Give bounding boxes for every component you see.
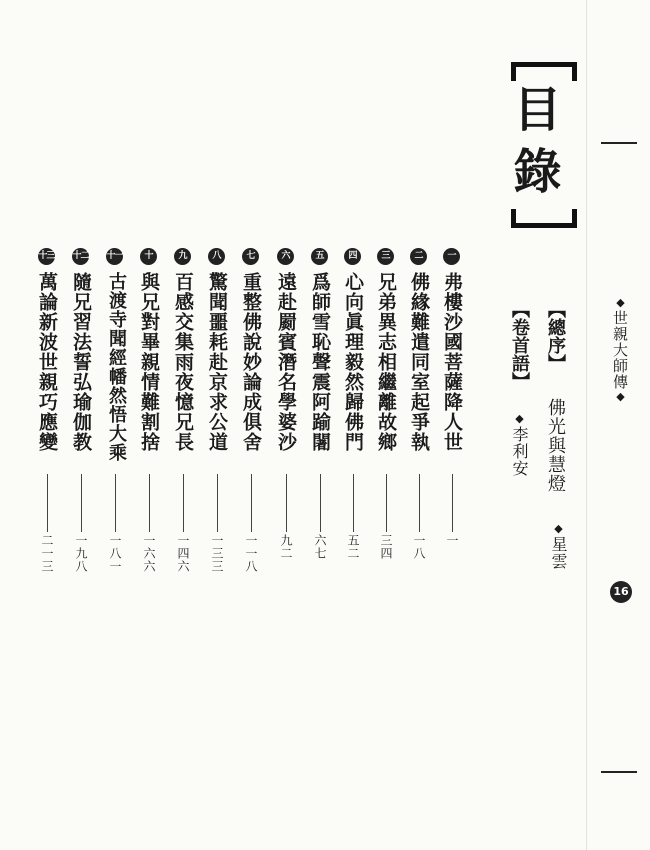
dot-leader [353, 474, 354, 532]
page-number: 一九八 [74, 534, 88, 573]
chapter-title: 爲師雪恥聲震阿踰闍 [309, 272, 331, 452]
chapter-title: 心向眞理毅然歸佛門 [342, 272, 364, 452]
preface-label-foreword: 【卷首語】 [509, 300, 530, 390]
book-title: 世親大師傳 [611, 310, 629, 390]
chapter-number-badge: 十三 [38, 248, 55, 265]
folio-badge: 16 [610, 581, 632, 603]
page-number: 三四 [379, 534, 393, 560]
dot-leader [115, 474, 116, 532]
dot-leader [81, 474, 82, 532]
page-gutter-line [586, 0, 587, 850]
chapter-title: 驚聞噩耗赴京求公道 [206, 272, 228, 452]
chapter-number-badge: 五 [311, 248, 328, 265]
chapter-number-badge: 九 [174, 248, 191, 265]
chapter-title: 隨兄習法誓弘瑜伽教 [70, 272, 92, 452]
toc-entry [103, 248, 129, 578]
toc-entry [308, 248, 334, 578]
chapter-title: 百感交集雨夜憶兄長 [172, 272, 194, 452]
dot-leader [386, 474, 387, 532]
diamond-icon: ◆ [614, 296, 627, 310]
page-number: 一三三 [210, 534, 224, 573]
toc-entry [374, 248, 400, 578]
page-number: 一四六 [176, 534, 190, 573]
diamond-icon: ◆ [552, 522, 565, 536]
toc-entry [35, 248, 61, 578]
title-bracket-open [511, 62, 577, 81]
chapter-title: 佛緣難遣同室起爭執 [408, 272, 430, 452]
toc-entry [274, 248, 300, 578]
dot-leader [47, 474, 48, 532]
page-number: 五二 [346, 534, 360, 560]
chapter-title: 古渡寺聞經幡然悟大乘 [106, 272, 127, 462]
chapter-number-badge: 十二 [72, 248, 89, 265]
chapter-number-badge: 六 [277, 248, 294, 265]
toc-entry [341, 248, 367, 578]
chapter-number-badge: 四 [344, 248, 361, 265]
running-head [610, 296, 630, 404]
page-number: 二一三 [40, 534, 54, 573]
dot-leader [419, 474, 420, 532]
chapter-title: 兄弟異志相繼離故鄉 [375, 272, 397, 452]
page-number: 一八 [412, 534, 426, 560]
dot-leader [149, 474, 150, 532]
chapter-title: 弗樓沙國菩薩降人世 [441, 272, 463, 452]
toc-entry [137, 248, 163, 578]
dot-leader [251, 474, 252, 532]
chapter-number-badge: 八 [208, 248, 225, 265]
chapter-number-badge: 十 [140, 248, 157, 265]
side-rule-top [601, 142, 637, 144]
preface-author-foreword: ◆李利安 [510, 412, 529, 477]
page-number: 一六六 [142, 534, 156, 573]
page-number: 六七 [313, 534, 327, 560]
page-number: 九二 [279, 534, 293, 560]
preface-label-general: 【總序】 [545, 300, 566, 372]
chapter-title: 與兄對畢親情難割捨 [138, 272, 160, 452]
dot-leader [217, 474, 218, 532]
toc-title [505, 62, 573, 228]
chapter-number-badge: 三 [377, 248, 394, 265]
chapter-number-badge: 十一 [106, 248, 123, 265]
toc-entry [407, 248, 433, 578]
chapter-number-badge: 七 [242, 248, 259, 265]
page-number: 一一八 [244, 534, 258, 573]
dot-leader [183, 474, 184, 532]
chapter-number-badge: 一 [443, 248, 460, 265]
chapter-title: 萬論新波世親巧應變 [36, 272, 58, 452]
toc-entry [69, 248, 95, 578]
dot-leader [286, 474, 287, 532]
side-rule-bottom [601, 771, 637, 773]
diamond-icon: ◆ [614, 390, 627, 404]
chapter-title: 重整佛說妙論成俱舍 [240, 272, 262, 452]
toc-entry [171, 248, 197, 578]
title-text: 目錄 [505, 84, 561, 208]
dot-leader [320, 474, 321, 532]
preface-author-general: ◆星雲 [549, 522, 568, 570]
chapter-title: 遠赴罽賓潛名學婆沙 [275, 272, 297, 452]
diamond-icon: ◆ [513, 412, 526, 426]
toc-entry [239, 248, 265, 578]
preface-title-general: 佛光與慧燈 [545, 398, 566, 493]
title-bracket-close [511, 209, 577, 228]
chapter-number-badge: 二 [410, 248, 427, 265]
page-number: 一八一 [108, 534, 122, 573]
toc-entry [440, 248, 466, 578]
dot-leader [452, 474, 453, 532]
toc-entry [205, 248, 231, 578]
page-number: 一 [445, 534, 459, 547]
